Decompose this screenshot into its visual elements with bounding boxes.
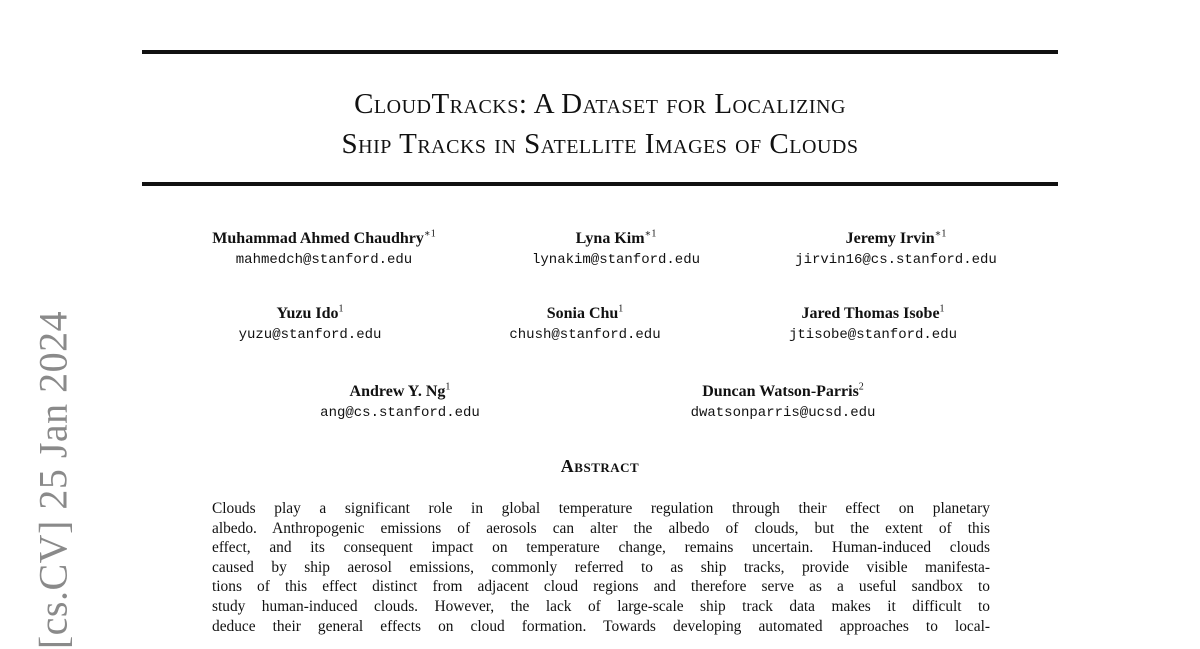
author-name: Andrew Y. Ng$^1$	[349, 381, 451, 400]
title-line-1: CloudTracks: A Dataset for Localizing	[354, 88, 846, 120]
author-email[interactable]: lynakim@stanford.edu	[531, 252, 701, 268]
author-email[interactable]: dwatsonparris@ucsd.edu	[690, 405, 876, 421]
author-name: Muhammad Ahmed Chaudhry$^{∗1}$	[212, 228, 436, 247]
author-email[interactable]: jtisobe@stanford.edu	[788, 327, 958, 343]
author-block	[320, 382, 480, 422]
author-email[interactable]: mahmedch@stanford.edu	[235, 252, 413, 268]
abstract-body	[212, 499, 990, 636]
title-line-2: Ship Tracks in Satellite Images of Clouds	[341, 128, 859, 160]
title-top-rule	[142, 50, 1058, 54]
author-name: Duncan Watson-Parris$^2$	[702, 381, 864, 400]
abstract-line: deduce their general effects on cloud formation. Towards developing automated approaches to local-	[212, 617, 990, 635]
author-block	[509, 304, 660, 344]
author-name: Jared Thomas Isobe$^1$	[801, 303, 945, 322]
abstract-heading: Abstract	[560, 456, 640, 476]
arxiv-identifier-stamp: [cs.CV] 25 Jan 2024	[30, 310, 76, 649]
author-block	[239, 304, 382, 344]
author-block	[789, 304, 957, 344]
author-name: Lyna Kim$^{∗1}$	[575, 228, 657, 247]
author-email[interactable]: yuzu@stanford.edu	[238, 327, 382, 343]
paper-title	[142, 84, 1058, 164]
abstract-line: caused by ship aerosol emissions, commonly referred to as ship tracks, provide visible manifesta-	[212, 558, 990, 576]
author-email[interactable]: ang@cs.stanford.edu	[320, 405, 480, 421]
author-name: Sonia Chu$^1$	[546, 303, 624, 322]
abstract-line: study human-induced clouds. However, the lack of large-scale ship track data makes it difficult to	[212, 597, 990, 615]
author-name: Jeremy Irvin$^{∗1}$	[845, 228, 947, 247]
author-email[interactable]: chush@stanford.edu	[509, 327, 661, 343]
abstract-line: effect, and its consequent impact on temperature change, remains uncertain. Human-induced clouds	[212, 539, 990, 557]
abstract-line: Clouds play a significant role in global temperature regulation through their effect on planetary	[212, 500, 990, 517]
author-block	[532, 229, 700, 269]
author-block	[691, 382, 876, 422]
author-block	[795, 229, 997, 269]
abstract-line: albedo. Anthropogenic emissions of aerosols can alter the albedo of clouds, but the extent of this	[212, 519, 990, 537]
title-bottom-rule	[142, 182, 1058, 186]
author-email[interactable]: jirvin16@cs.stanford.edu	[795, 252, 997, 268]
author-name: Yuzu Ido$^1$	[276, 303, 344, 322]
author-block	[212, 229, 435, 269]
abstract-line: tions of this effect distinct from adjacent cloud regions and therefore serve as a useful sandbox to	[212, 578, 990, 596]
